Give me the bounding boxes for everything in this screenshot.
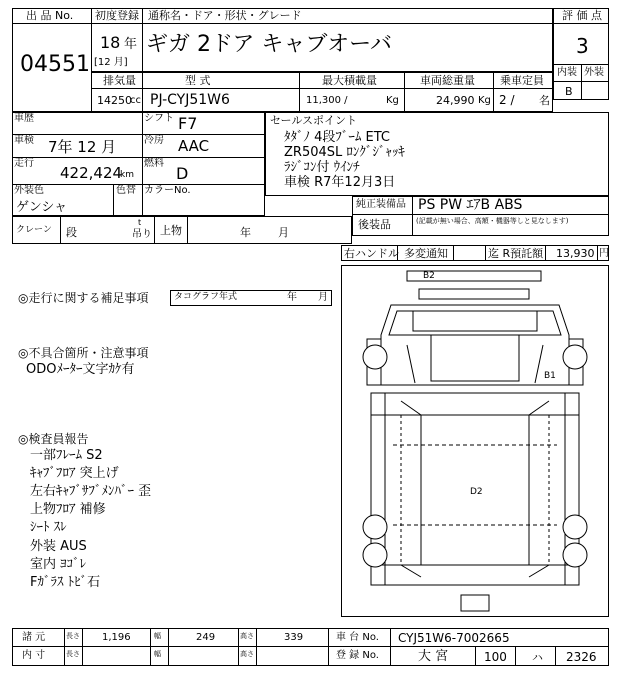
tacho-label: タコグラフ年式 — [174, 292, 238, 302]
interior-length-label: 長さ — [66, 650, 80, 658]
right-handle-label: 右ハンドル — [344, 247, 399, 260]
damage-mark: B2 — [423, 271, 435, 281]
sales-points-label: セールスポイント — [270, 114, 358, 127]
width: 249 — [196, 632, 216, 643]
registration-label: 登 録 No. — [336, 650, 379, 661]
inspector-line: 外装 AUS — [30, 539, 87, 554]
tacho-month: 月 — [318, 292, 328, 303]
inspector-line: ｼｰﾄ ｽﾚ — [30, 520, 67, 535]
crane-t: t — [138, 218, 142, 227]
max-load: 11,300 / — [306, 95, 348, 106]
color-code-label: カラーNo. — [144, 185, 191, 196]
capacity-label: 乗車定員 — [500, 74, 544, 87]
car-name-label: 通称名・ドア・形状・グレード — [148, 9, 302, 22]
mileage: 422,424 — [60, 164, 123, 182]
crane-label: クレーン — [16, 225, 52, 235]
deposit: 13,930 — [556, 247, 595, 260]
genuine-equipment: PS PW ｴｱB ABS — [418, 197, 523, 213]
sales-point-line: ZR504SL ﾛﾝｸﾞｼﾞｬｯｷ — [284, 145, 405, 160]
capacity: 2 / — [499, 93, 515, 107]
running-notes-label: ◎走行に関する補足事項 — [18, 291, 149, 305]
lot-number: 04551 — [20, 52, 90, 77]
chassis-label: 車 台 No. — [336, 632, 379, 643]
shift: F7 — [178, 114, 198, 133]
inspector-label: ◎検査員報告 — [18, 432, 89, 446]
interior-grade-label: 内装 — [557, 67, 577, 78]
first-reg-label: 初度登録 — [95, 9, 139, 22]
aftermarket-note: (記載が無い場合、高額・機器等しと見なします) — [416, 217, 569, 225]
body-month: 月 — [278, 226, 289, 239]
inspector-line: 室内 ﾖｺﾞﾚ — [30, 557, 87, 572]
truck-diagram — [341, 265, 609, 617]
chassis-number: CYJ51W6-7002665 — [398, 631, 510, 645]
history-label: 車歴 — [14, 113, 34, 124]
ac: AAC — [178, 137, 210, 155]
length: 1,196 — [102, 632, 131, 643]
distance-deposit-label: 迄 R預託額 — [488, 247, 544, 260]
inspector-line: Fｶﾞﾗｽ ﾄﾋﾞ石 — [30, 575, 101, 590]
length-label: 長さ — [66, 632, 80, 640]
gross-weight: 24,990 — [436, 94, 475, 107]
registration-kana: ハ — [532, 651, 543, 664]
ext-color: ゲンシャ — [16, 200, 68, 215]
shift-label: シフト — [144, 113, 174, 124]
inspection-label: 車検 — [14, 135, 34, 146]
lot-number-label: 出 品 No. — [26, 9, 74, 22]
interior-dims-label: 内 寸 — [22, 650, 46, 661]
score-label: 評 価 点 — [562, 9, 602, 22]
height: 339 — [284, 632, 304, 643]
color-change-label: 色替 — [116, 185, 136, 196]
body-label: 上物 — [160, 224, 182, 237]
displacement: 14250 — [97, 94, 132, 107]
interior-height-label: 高さ — [240, 650, 254, 658]
damage-mark: B1 — [544, 371, 556, 381]
ac-label: 冷房 — [144, 135, 164, 146]
interior-grade: B — [565, 85, 573, 98]
inspection: 7年 12 月 — [48, 138, 117, 156]
deposit-unit: 円 — [599, 248, 609, 259]
interior-width-label: 幅 — [154, 650, 161, 658]
defect-line: ODOﾒｰﾀｰ文字ｶｹ有 — [26, 362, 135, 377]
exterior-grade-label: 外装 — [584, 67, 604, 78]
width-label: 幅 — [154, 632, 161, 640]
max-load-unit: Kg — [386, 95, 399, 106]
crane-lift: 吊り — [132, 229, 152, 240]
max-load-label: 最大積載量 — [322, 74, 377, 87]
first-reg-year-unit: 年 — [124, 37, 138, 52]
fuel: D — [176, 164, 189, 183]
defects-label: ◎不具合箇所・注意事項 — [18, 346, 149, 360]
sales-point-line: ﾗｼﾞｺﾝ付 ｳｲﾝﾁ — [284, 160, 360, 175]
registration-number: 2326 — [566, 650, 597, 664]
damage-mark: D2 — [470, 487, 483, 497]
ext-color-label: 外装色 — [14, 185, 44, 196]
genuine-equipment-label: 純正装備品 — [356, 199, 406, 210]
multi-change-label: 多変通知 — [404, 247, 448, 260]
mileage-label: 走行 — [14, 158, 34, 169]
capacity-unit: 名 — [539, 94, 550, 107]
model-label: 型 式 — [185, 74, 211, 87]
inspector-line: 上物ﾌﾛｱ 補修 — [30, 502, 106, 517]
displacement-label: 排気量 — [103, 74, 136, 87]
registration-class: 100 — [484, 650, 507, 664]
first-reg-year: 18 — [100, 33, 121, 52]
gross-weight-unit: Kg — [478, 95, 491, 106]
crane-row — [12, 216, 352, 244]
sales-point-line: ﾀﾀﾞﾉ 4段ﾌﾞｰﾑ ETC — [284, 130, 391, 145]
displacement-unit: cc — [130, 95, 141, 106]
inspector-line: 一部ﾌﾚｰﾑ S2 — [30, 448, 103, 463]
inspector-line: 左右ｷｬﾌﾞｻﾌﾞﾒﾝﾊﾞｰ 歪 — [30, 484, 152, 499]
sales-point-line: 車検 R7年12月3日 — [284, 175, 396, 190]
inspector-line: ｷｬﾌﾞﾌﾛｱ 突上げ — [30, 466, 119, 481]
mileage-unit: km — [120, 170, 134, 180]
first-reg-month: [12 月] — [94, 57, 128, 68]
body-year: 年 — [240, 226, 251, 239]
tacho-year: 年 — [287, 292, 297, 303]
registration-place: 大 宮 — [418, 649, 449, 664]
fuel-label: 燃料 — [144, 158, 164, 169]
crane-steps: 段 — [66, 226, 77, 239]
car-name: ギガ 2ドア キャブオーバ — [146, 32, 393, 57]
model: PJ-CYJ51W6 — [150, 92, 230, 108]
score-value: 3 — [576, 34, 589, 58]
gross-weight-label: 車両総重量 — [420, 74, 475, 87]
dims-label: 諸 元 — [22, 632, 46, 643]
aftermarket-label: 後装品 — [358, 218, 391, 231]
height-label: 高さ — [240, 632, 254, 640]
